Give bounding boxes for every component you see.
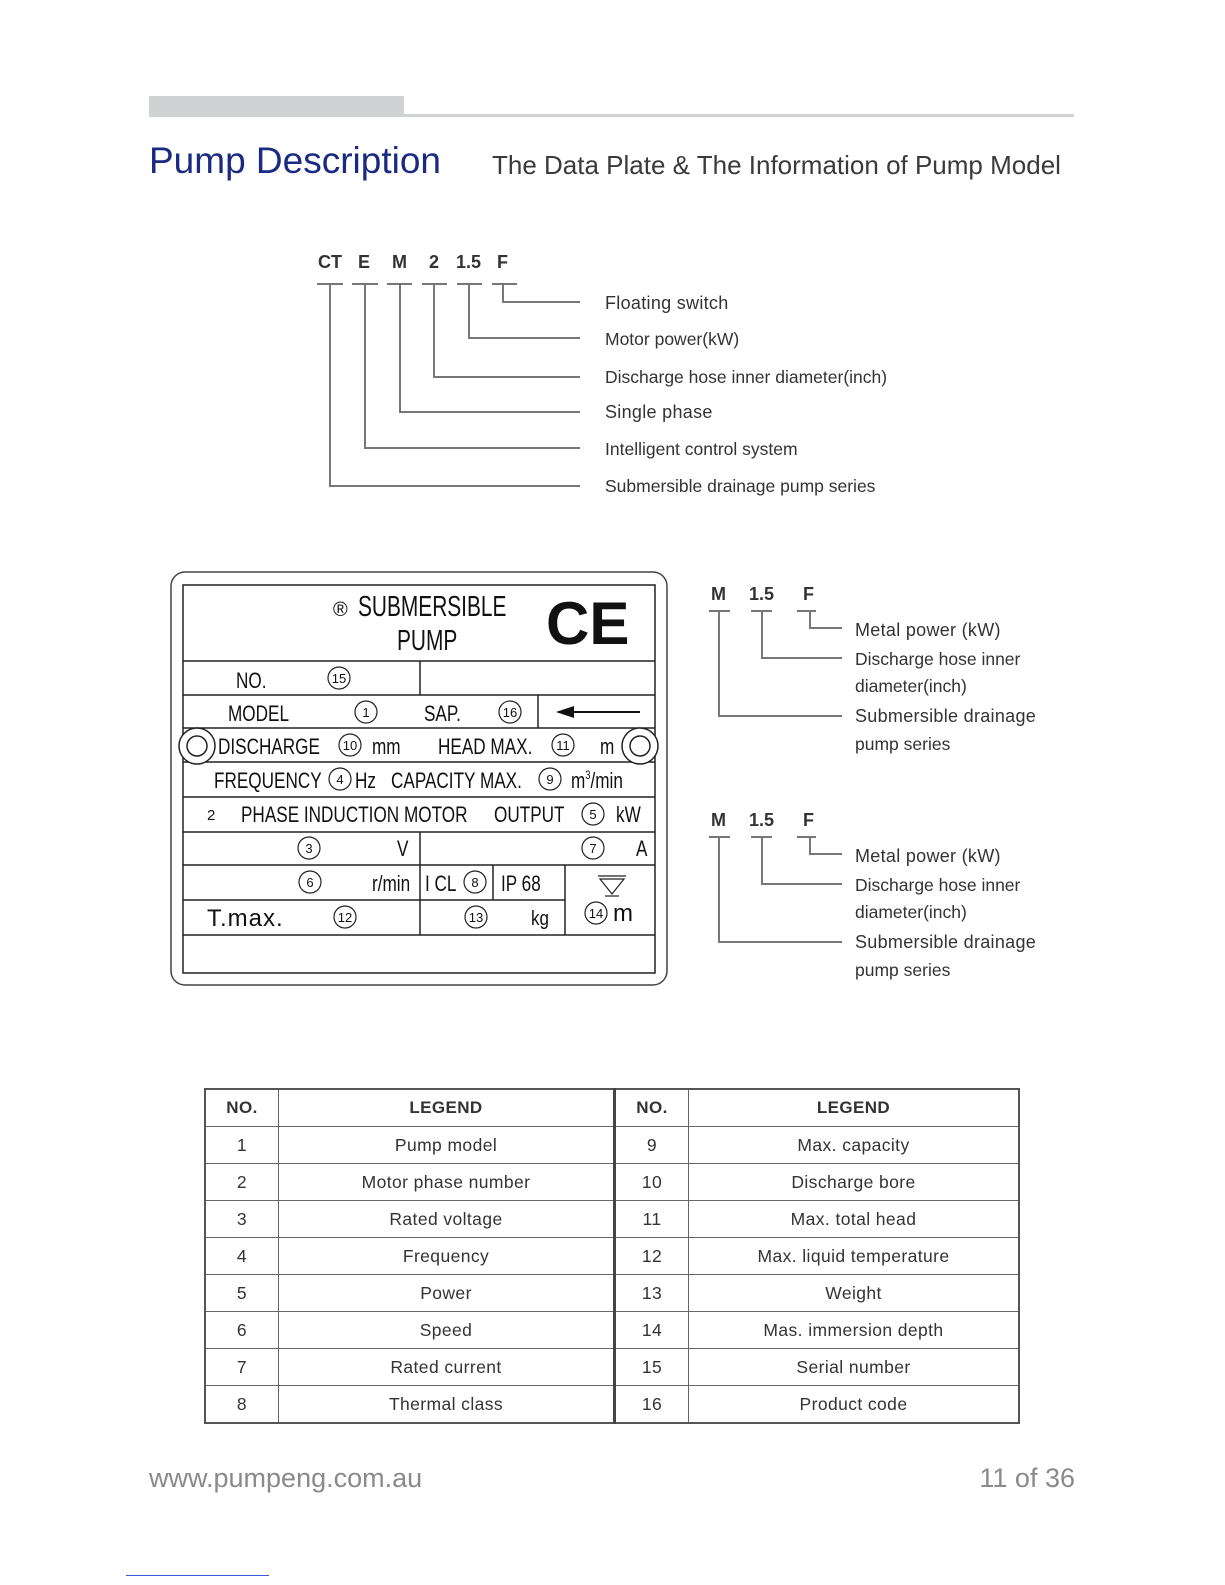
table-row (205, 1312, 1019, 1349)
plate-capacity-unit-sup: 3 (585, 768, 591, 783)
code-desc-motor-power: Motor power(kW) (605, 329, 740, 349)
plate-circle-16: 16 (502, 705, 518, 720)
plate-output-label: OUTPUT (494, 803, 565, 828)
plate-circle-15: 15 (331, 671, 347, 686)
side1-desc-series-2: pump series (855, 734, 951, 754)
table-row (205, 1238, 1019, 1275)
legend-no-cell: 8 (205, 1386, 279, 1424)
plate-registered-mark: ® (333, 599, 348, 621)
legend-no-cell: 10 (615, 1164, 689, 1201)
code-desc-floating-switch: Floating switch (605, 293, 729, 313)
plate-capacity-label: CAPACITY MAX. (391, 769, 522, 794)
legend-no-cell: 5 (205, 1275, 279, 1312)
table-row (205, 1164, 1019, 1201)
legend-no-cell: 1 (205, 1127, 279, 1164)
plate-phase-number: 2 (207, 807, 216, 824)
plate-circle-12: 12 (337, 910, 353, 925)
legend-text-cell: Max. capacity (689, 1127, 1020, 1164)
legend-header-no-right: NO. (615, 1089, 689, 1127)
side1-desc-discharge-2: diameter(inch) (855, 676, 967, 696)
table-row (205, 1127, 1019, 1164)
code-desc-single-phase: Single phase (605, 402, 713, 422)
side2-desc-metal-power: Metal power (kW) (855, 846, 1001, 866)
plate-a-unit: A (636, 837, 648, 862)
plate-capacity-unit-base: m (571, 769, 586, 794)
legend-text-cell: Rated voltage (279, 1201, 615, 1238)
bottom-link-underline (126, 1575, 269, 1576)
legend-no-cell: 16 (615, 1386, 689, 1424)
code-desc-intelligent-control: Intelligent control system (605, 439, 798, 459)
legend-text-cell: Frequency (279, 1238, 615, 1275)
plate-v-unit: V (396, 837, 409, 862)
legend-header-legend-right: LEGEND (689, 1089, 1020, 1127)
plate-circle-1: 1 (362, 705, 370, 720)
side1-letter-m: M (711, 584, 726, 604)
plate-circle-8: 8 (471, 875, 479, 890)
plate-head-label: HEAD MAX. (438, 735, 533, 760)
code-letter-m: M (392, 252, 407, 272)
plate-circle-10: 10 (342, 738, 358, 753)
legend-no-cell: 3 (205, 1201, 279, 1238)
plate-sap-label: SAP. (424, 702, 461, 727)
legend-text-cell: Max. liquid temperature (689, 1238, 1020, 1275)
side2-desc-discharge-1: Discharge hose inner (855, 875, 1021, 895)
legend-text-cell: Discharge bore (689, 1164, 1020, 1201)
legend-no-cell: 6 (205, 1312, 279, 1349)
legend-header-legend-left: LEGEND (279, 1089, 615, 1127)
plate-m-unit: m (599, 735, 615, 760)
page-title: Pump Description (149, 140, 442, 181)
table-row (205, 1201, 1019, 1238)
legend-no-cell: 7 (205, 1349, 279, 1386)
plate-mm-unit: mm (372, 735, 401, 760)
side1-desc-metal-power: Metal power (kW) (855, 620, 1001, 640)
side2-desc-discharge-2: diameter(inch) (855, 902, 967, 922)
legend-no-cell: 4 (205, 1238, 279, 1275)
plate-circle-9: 9 (546, 772, 554, 787)
legend-no-cell: 13 (615, 1275, 689, 1312)
plate-frequency-label: FREQUENCY (213, 769, 322, 794)
side1-desc-series-1: Submersible drainage (855, 706, 1037, 726)
plate-circle-6: 6 (306, 875, 314, 890)
side1-letter-f: F (803, 584, 814, 604)
plate-title-line1: SUBMERSIBLE (358, 590, 507, 623)
table-row (205, 1275, 1019, 1312)
legend-no-cell: 12 (615, 1238, 689, 1275)
plate-circle-14: 14 (588, 906, 604, 921)
legend-text-cell: Speed (279, 1312, 615, 1349)
legend-no-cell: 9 (615, 1127, 689, 1164)
legend-text-cell: Power (279, 1275, 615, 1312)
legend-text-cell: Weight (689, 1275, 1020, 1312)
legend-text-cell: Serial number (689, 1349, 1020, 1386)
side1-desc-discharge-1: Discharge hose inner (855, 649, 1021, 669)
code-letter-2: 2 (429, 252, 440, 272)
plate-phase-label: PHASE INDUCTION MOTOR (240, 803, 468, 828)
legend-table (204, 1088, 1020, 1424)
legend-text-cell: Product code (689, 1386, 1020, 1424)
plate-circle-4: 4 (336, 772, 344, 787)
code-letter-e: E (358, 252, 371, 272)
legend-no-cell: 11 (615, 1201, 689, 1238)
legend-text-cell: Thermal class (279, 1386, 615, 1424)
legend-text-cell: Mas. immersion depth (689, 1312, 1020, 1349)
side2-letter-m: M (711, 810, 726, 830)
plate-depth-unit: m (613, 900, 633, 927)
plate-rmin-unit: r/min (372, 872, 411, 897)
ce-mark: CE (546, 590, 630, 657)
plate-circle-11: 11 (556, 738, 570, 753)
plate-model-label: MODEL (227, 702, 289, 727)
table-row (205, 1349, 1019, 1386)
code-letter-1-5: 1.5 (456, 252, 482, 272)
plate-ip-label: IP 68 (500, 872, 541, 897)
legend-header-no-left: NO. (205, 1089, 279, 1127)
plate-tmax-label: T.max. (207, 905, 284, 932)
legend-header-row (205, 1089, 1019, 1127)
plate-icl-label: I CL (424, 872, 457, 897)
page-subtitle: The Data Plate & The Information of Pump Model (492, 150, 1061, 180)
side1-letter-1-5: 1.5 (749, 584, 775, 604)
plate-kw-unit: kW (616, 803, 641, 828)
plate-title-line2: PUMP (397, 624, 458, 657)
plate-circle-13: 13 (468, 910, 484, 925)
legend-text-cell: Rated current (279, 1349, 615, 1386)
plate-hz-unit: Hz (354, 769, 376, 794)
footer-website-link[interactable]: www.pumpeng.com.au (149, 1463, 423, 1493)
legend-text-cell: Motor phase number (279, 1164, 615, 1201)
code-desc-discharge-hose: Discharge hose inner diameter(inch) (605, 367, 888, 387)
plate-no-label: NO. (236, 669, 267, 694)
plate-circle-5: 5 (589, 807, 597, 822)
side2-letter-1-5: 1.5 (749, 810, 775, 830)
side2-letter-f: F (803, 810, 814, 830)
code-desc-pump-series: Submersible drainage pump series (605, 476, 876, 496)
plate-circle-7: 7 (589, 841, 597, 856)
table-row (205, 1386, 1019, 1424)
side2-desc-series-2: pump series (855, 960, 951, 980)
legend-no-cell: 2 (205, 1164, 279, 1201)
plate-capacity-unit-tail: /min (590, 769, 623, 794)
plate-discharge-label: DISCHARGE (218, 735, 320, 760)
code-letter-ct: CT (318, 252, 342, 272)
legend-text-cell: Pump model (279, 1127, 615, 1164)
side2-desc-series-1: Submersible drainage (855, 932, 1037, 952)
code-letter-f: F (497, 252, 508, 272)
legend-no-cell: 14 (615, 1312, 689, 1349)
plate-kg-unit: kg (531, 906, 549, 930)
legend-text-cell: Max. total head (689, 1201, 1020, 1238)
footer-page-number: 11 of 36 (979, 1463, 1075, 1493)
plate-circle-3: 3 (305, 841, 313, 856)
legend-no-cell: 15 (615, 1349, 689, 1386)
